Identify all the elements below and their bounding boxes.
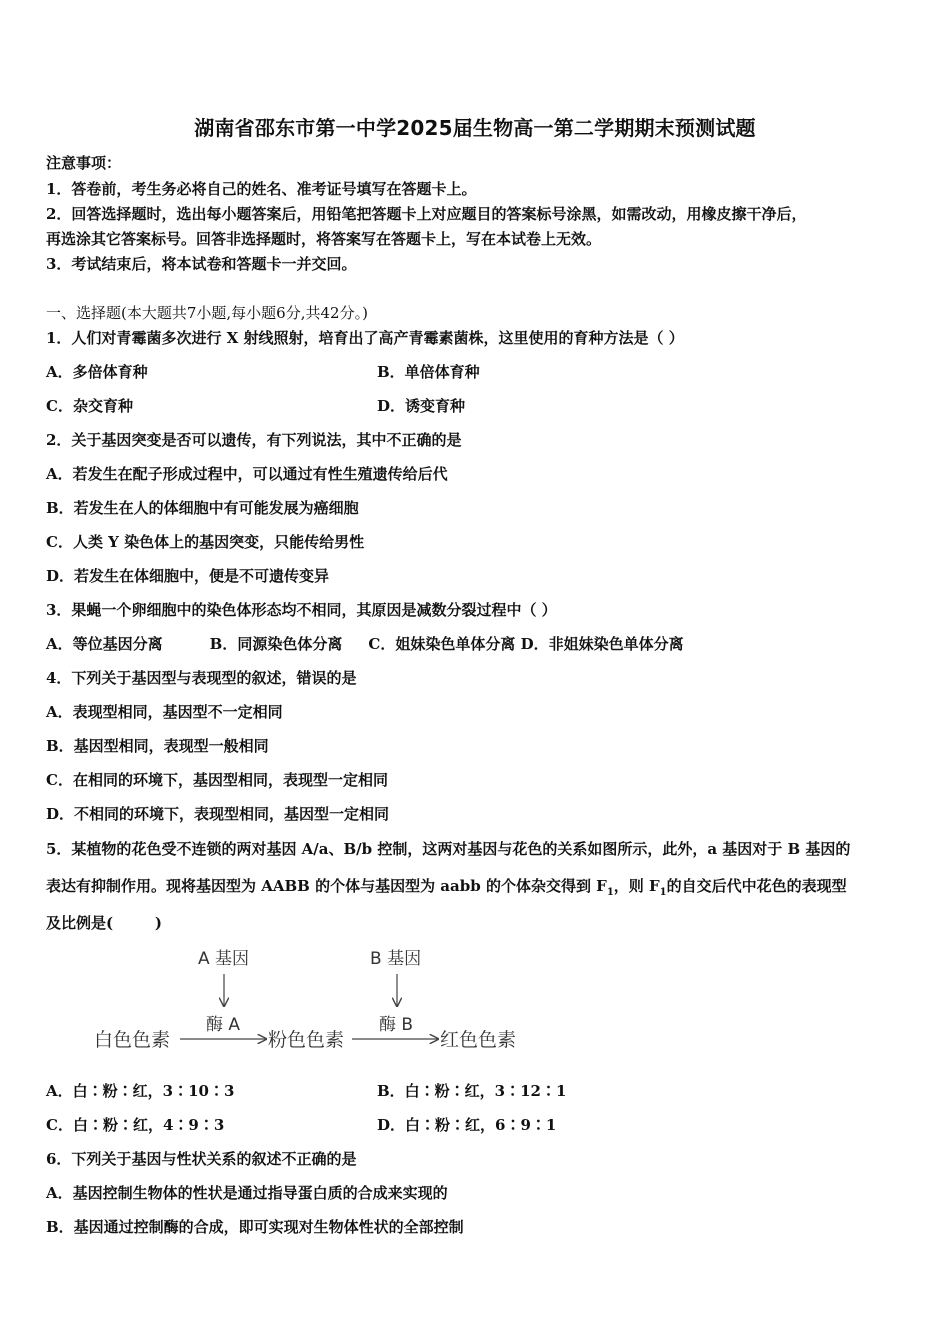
- question-5-stem-line: [46, 875, 847, 898]
- question-1-stem: 1．人们对青霉菌多次进行 X 射线照射，培育出了高产青霉素菌株，这里使用的育种方法是（ ）: [46, 329, 684, 347]
- notice-item: 再选涂其它答案标号。回答非选择题时，将答案写在答题卡上，写在本试卷上无效。: [46, 230, 602, 248]
- notice-heading: 注意事项：: [46, 154, 122, 172]
- enzyme-b-label: 酶 B: [379, 1015, 414, 1035]
- question-4-option-c: C．在相同的环境下，基因型相同，表现型一定相同: [46, 771, 388, 789]
- question-4-option-b: B．基因型相同，表现型一般相同: [46, 737, 269, 755]
- notice-item: 2．回答选择题时，选出每小题答案后，用铅笔把答题卡上对应题目的答案标号涂黑，如需改动，用橡皮擦干净后，: [46, 205, 807, 223]
- question-4-stem: 4．下列关于基因型与表现型的叙述，错误的是: [46, 669, 357, 687]
- question-5-option-a: A．白∶粉∶红，3∶10∶3: [46, 1082, 235, 1100]
- question-2-option-b: B．若发生在人的体细胞中有可能发展为癌细胞: [46, 499, 359, 517]
- pathway-svg: [80, 938, 550, 1063]
- red-pigment-label: 红色色素: [440, 1029, 517, 1051]
- section-heading: 一、选择题(本大题共7小题,每小题6分,共42分。): [46, 304, 368, 322]
- white-pigment-label: 白色色素: [94, 1029, 171, 1051]
- question-5-stem-text: ，则 F: [613, 877, 660, 895]
- question-6-option-a: A．基因控制生物体的性状是通过指导蛋白质的合成来实现的: [46, 1184, 448, 1202]
- pigment-pathway-diagram: [80, 938, 550, 1063]
- question-5-option-c: C．白∶粉∶红，4∶9∶3: [46, 1116, 225, 1134]
- question-2-option-d: D．若发生在体细胞中，便是不可遗传变异: [46, 567, 330, 585]
- subscript: 1: [659, 887, 667, 898]
- question-5-option-d: D．白∶粉∶红，6∶9∶1: [377, 1116, 557, 1134]
- question-1-option-d: D．诱变育种: [377, 397, 466, 415]
- question-2-option-c: C．人类 Y 染色体上的基因突变，只能传给男性: [46, 533, 365, 551]
- question-3-options: A．等位基因分离 B．同源染色体分离 C．姐妹染色单体分离 D．非姐妹染色单体分离: [46, 635, 684, 653]
- enzyme-a-label: 酶 A: [206, 1015, 241, 1035]
- subscript: 1: [606, 887, 614, 898]
- question-2-stem: 2．关于基因突变是否可以遗传，有下列说法，其中不正确的是: [46, 431, 462, 449]
- question-1-option-b: B．单倍体育种: [377, 363, 480, 381]
- question-4-option-a: A．表现型相同，基因型不一定相同: [46, 703, 283, 721]
- question-5-option-b: B．白∶粉∶红，3∶12∶1: [377, 1082, 567, 1100]
- notice-item: 3．考试结束后，将本试卷和答题卡一并交回。: [46, 255, 357, 273]
- question-1-option-c: C．杂交育种: [46, 397, 133, 415]
- question-5-stem-text: 的自交后代中花色的表现型: [666, 877, 847, 895]
- question-3-stem: 3．果蝇一个卵细胞中的染色体形态均不相同，其原因是减数分裂过程中（ ）: [46, 601, 557, 619]
- question-4-option-d: D．不相同的环境下，表现型相同，基因型一定相同: [46, 805, 390, 823]
- gene-b-label: B 基因: [370, 949, 422, 969]
- question-1-option-a: A．多倍体育种: [46, 363, 148, 381]
- gene-a-label: A 基因: [198, 949, 250, 969]
- notice-item: 1．答卷前，考生务必将自己的姓名、准考证号填写在答题卡上。: [46, 180, 477, 198]
- question-5-stem-line: 及比例是( ): [46, 914, 162, 932]
- question-6-option-b: B．基因通过控制酶的合成，即可实现对生物体性状的全部控制: [46, 1218, 464, 1236]
- question-5-stem-text: 表达有抑制作用。现将基因型为 AABB 的个体与基因型为 aabb 的个体杂交得到 F: [46, 877, 607, 895]
- question-5-stem-line: 5．某植物的花色受不连锁的两对基因 A/a、B/b 控制，这两对基因与花色的关系如图所示，此外，a 基因对于 B 基因的: [46, 840, 851, 858]
- question-2-option-a: A．若发生在配子形成过程中，可以通过有性生殖遗传给后代: [46, 465, 448, 483]
- question-6-stem: 6．下列关于基因与性状关系的叙述不正确的是: [46, 1150, 357, 1168]
- page-title: 湖南省邵东市第一中学2025届生物高一第二学期期末预测试题: [194, 116, 756, 140]
- pink-pigment-label: 粉色色素: [268, 1029, 345, 1051]
